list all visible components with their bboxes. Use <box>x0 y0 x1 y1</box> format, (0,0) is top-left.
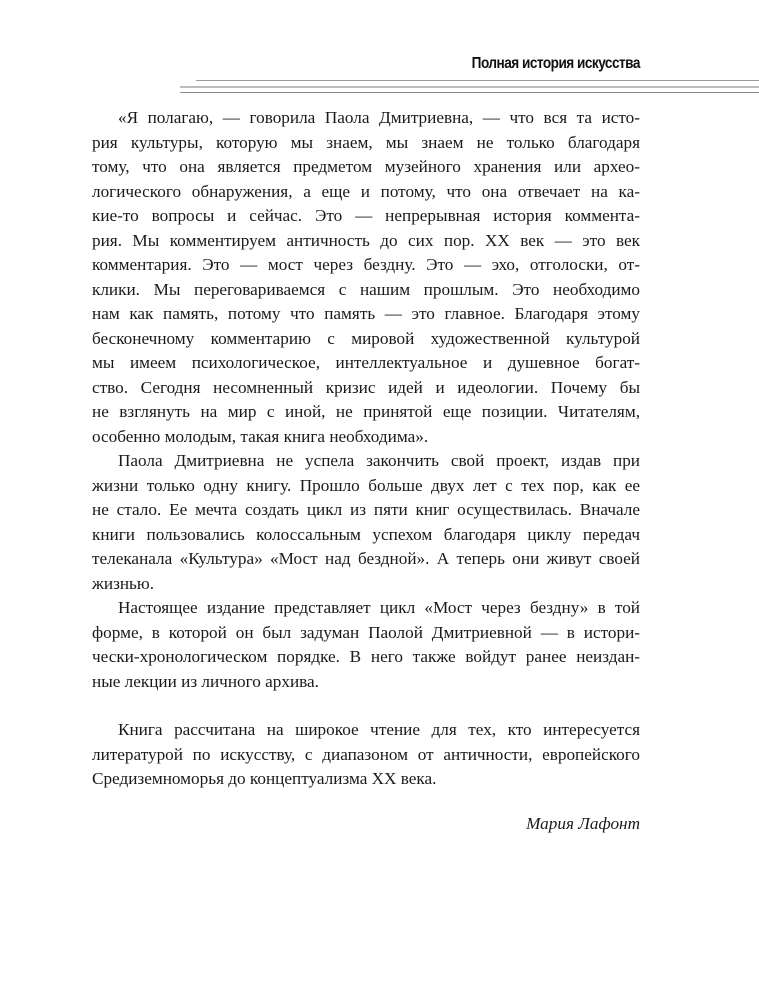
text-line: Книга рассчитана на широкое чтение для тех, кто интересуется <box>118 720 640 739</box>
text-line: не взглянуть на мир с иной, не принятой еще позиции. Читателям, <box>92 402 640 421</box>
text-line: клики. Мы переговариваемся с нашим прошлым. Это необходимо <box>92 279 640 299</box>
text-line: логического обнаружения, а еще и потому, что она отвечает на ка- <box>92 181 640 201</box>
header-rule <box>196 80 759 81</box>
paragraph <box>92 106 640 449</box>
text-line: жизнью. <box>92 573 155 593</box>
text-line: чески-хронологическом порядке. В него также войдут ранее неиздан- <box>92 647 640 666</box>
text-line: не стало. Ее мечта создать цикл из пяти книг осуществилась. Вначале <box>92 500 640 519</box>
text-line: телеканала «Культура» «Мост над бездной». А теперь они живут своей <box>92 549 640 568</box>
text-line: комментария. Это — мост через бездну. Это — эхо, отголоски, от- <box>92 255 640 274</box>
text-line: Средиземноморья до концептуализма XX века. <box>92 769 437 788</box>
paragraph <box>92 596 640 694</box>
text-line: жизни только одну книгу. Прошло больше двух лет с тех пор, как ее <box>92 475 640 495</box>
text-line: тому, что она является предметом музейного хранения или архео- <box>92 157 640 176</box>
header-rule <box>180 86 759 88</box>
text-line: ство. Сегодня несомненный кризис идей и идеологии. Почему бы <box>92 377 640 397</box>
text-line: рия. Мы комментируем античность до сих пор. XX век — это век <box>92 230 640 250</box>
text-line: Паола Дмитриевна не успела закончить свой проект, издав при <box>118 451 640 470</box>
paragraph <box>92 449 640 596</box>
text-line: ные лекции из личного архива. <box>92 671 319 691</box>
text-line: книги пользовались колоссальным успехом благодаря циклу передач <box>92 524 640 544</box>
text-line: литературой по искусству, с диапазоном от античности, европейского <box>92 744 640 764</box>
text-line: рия культуры, которую мы знаем, мы знаем не только благодаря <box>92 132 640 152</box>
paragraphs <box>92 106 640 792</box>
paragraph <box>92 718 640 792</box>
text-line: бесконечному комментарию с мировой художественной культурой <box>92 328 640 348</box>
text-line: «Я полагаю, — говорила Паола Дмитриевна, — что вся та исто- <box>118 108 640 127</box>
text-line: форме, в которой он был задуман Паолой Дмитриевной — в истори- <box>92 622 640 642</box>
header-rule <box>180 92 759 93</box>
text-line: кие-то вопросы и сейчас. Это — непрерывная история коммента- <box>92 206 640 225</box>
text-line: особенно молодым, такая книга необходима». <box>92 426 429 446</box>
running-title: Полная история искусства <box>471 55 640 72</box>
text-line: мы имеем психологическое, интеллектуальное и душевное богат- <box>92 353 640 372</box>
text-line: нам как память, потому что память — это главное. Благодаря этому <box>92 304 640 323</box>
author-signature: Мария Лафонт <box>526 813 640 833</box>
text-line: Настоящее издание представляет цикл «Мост через бездну» в той <box>118 598 640 617</box>
body-text <box>92 106 640 836</box>
